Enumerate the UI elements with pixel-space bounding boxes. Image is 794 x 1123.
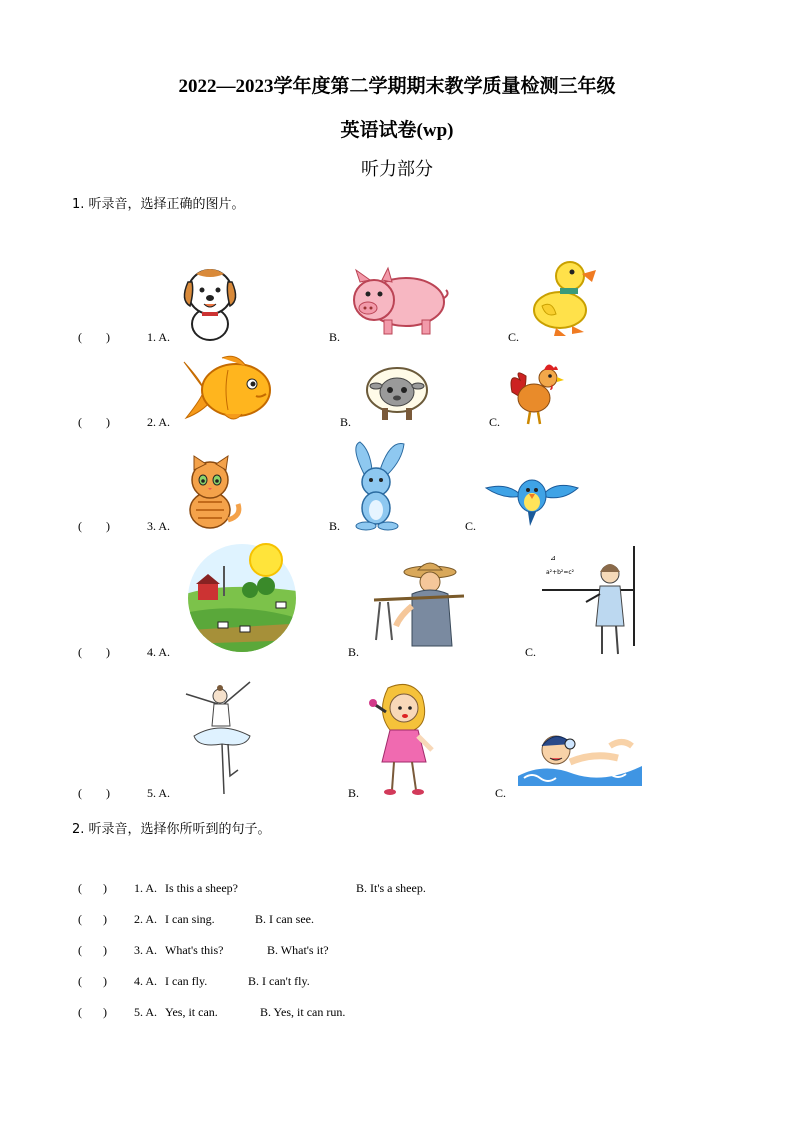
row-2-option-b: B.: [340, 415, 352, 429]
q2-item-3-num: 3. A.: [134, 943, 158, 957]
row-1-option-a: 1. A.: [147, 330, 171, 344]
bird-icon: [484, 466, 580, 528]
answer-blank: ( ): [78, 881, 107, 895]
row-3-option-c: C.: [465, 519, 477, 533]
row-3-option-b: B.: [329, 519, 341, 533]
dog-icon: [178, 262, 242, 342]
answer-blank: ( ): [78, 943, 107, 957]
q2-item-2-num: 2. A.: [134, 912, 158, 926]
row-1-option-b: B.: [329, 330, 341, 344]
row-2-option-c: C.: [489, 415, 501, 429]
answer-blank: ( ): [78, 415, 110, 429]
svg-text:⊿: ⊿: [550, 554, 556, 562]
answer-blank: ( ): [78, 912, 107, 926]
page-subtitle: 英语试卷(wp): [340, 120, 454, 141]
row-4-option-c: C.: [525, 645, 537, 659]
row-5-option-a: 5. A.: [147, 786, 171, 800]
fish-icon: [182, 354, 274, 424]
answer-blank: ( ): [78, 645, 110, 659]
question-1-prompt: 1. 听录音，选择正确的图片。: [72, 197, 245, 212]
q2-item-3-option-a: What's this?: [165, 943, 224, 957]
page-title: 2022—2023学年度第二学期期末教学质量检测三年级: [178, 76, 616, 97]
row-3-option-a: 3. A.: [147, 519, 171, 533]
q2-item-3-option-b: B. What's it?: [267, 943, 329, 957]
answer-blank: ( ): [78, 1005, 107, 1019]
row-5-option-b: B.: [348, 786, 360, 800]
q2-item-2-option-b: B. I can see.: [255, 912, 314, 926]
section-title: 听力部分: [361, 159, 433, 180]
svg-text:a²+b²=c²: a²+b²=c²: [546, 569, 575, 576]
sheep-icon: [364, 362, 430, 424]
dancer-icon: [184, 680, 264, 796]
q2-item-5-num: 5. A.: [134, 1005, 158, 1019]
answer-blank: ( ): [78, 330, 110, 344]
q2-item-4-num: 4. A.: [134, 974, 158, 988]
row-4-option-b: B.: [348, 645, 360, 659]
rooster-icon: [508, 362, 564, 426]
question-2-prompt: 2. 听录音，选择你所听到的句子。: [72, 822, 271, 837]
answer-blank: ( ): [78, 974, 107, 988]
q2-item-1-option-b: B. It's a sheep.: [356, 881, 426, 895]
duck-icon: [526, 254, 598, 340]
q2-item-4-option-b: B. I can't fly.: [248, 974, 310, 988]
q2-item-2-option-a: I can sing.: [165, 912, 215, 926]
farm-icon: [180, 540, 304, 652]
singer-icon: [360, 682, 442, 796]
farmer-icon: [372, 556, 468, 652]
row-2-option-a: 2. A.: [147, 415, 171, 429]
q2-item-1-num: 1. A.: [134, 881, 158, 895]
swimmer-icon: [514, 728, 646, 790]
answer-blank: ( ): [78, 519, 110, 533]
q2-item-4-option-a: I can fly.: [165, 974, 208, 988]
pig-icon: [348, 268, 450, 338]
answer-blank: ( ): [78, 786, 110, 800]
q2-item-5-option-b: B. Yes, it can run.: [260, 1005, 346, 1019]
q2-item-5-option-a: Yes, it can.: [165, 1005, 218, 1019]
q2-item-1-option-a: Is this a sheep?: [165, 881, 238, 895]
row-4-option-a: 4. A.: [147, 645, 171, 659]
cat-icon: [180, 456, 242, 530]
teacher-icon: [540, 546, 640, 658]
row-1-option-c: C.: [508, 330, 520, 344]
row-5-option-c: C.: [495, 786, 507, 800]
rabbit-icon: [346, 440, 410, 530]
